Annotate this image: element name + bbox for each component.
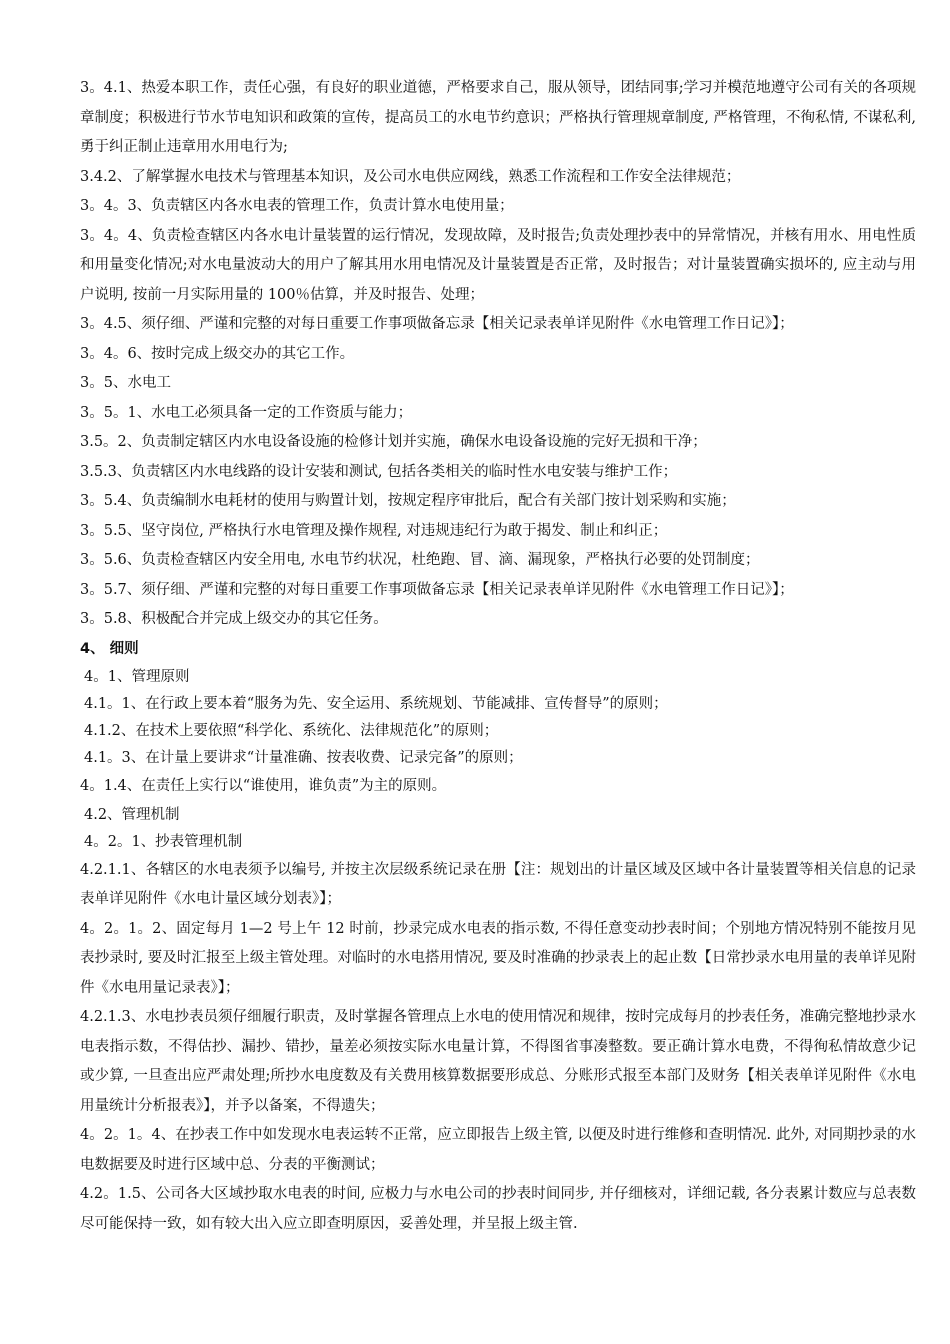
paragraph-4-2-1-5: 4.2。1.5、公司各大区域抄取水电表的时间, 应极力与水电公司的抄表时间同步, 并仔细核对，详细记载, 各分表累计数应与总表数尽可能保持一致，如有较大出入应立即查明原因，妥善处理，并呈报上级主管. bbox=[80, 1186, 916, 1232]
section-4-2-title: 4.2、管理机制 bbox=[84, 806, 180, 823]
section-4-1-title: 4。1、管理原则 bbox=[84, 669, 190, 685]
paragraph-3-5-3: 3.5.3、负责辖区内水电线路的设计安装和测试, 包括各类相关的临时性水电安装与维护工作； bbox=[80, 463, 678, 480]
paragraph-3-4-6: 3。4。6、按时完成上级交办的其它工作。 bbox=[80, 345, 355, 362]
section-3-5-title: 3。5、水电工 bbox=[80, 375, 171, 391]
paragraph-3-5-7: 3。5.7、须仔细、严谨和完整的对每日重要工作事项做备忘录【相关记录表单详见附件《水电管理工作日记》】； bbox=[80, 581, 794, 598]
paragraph-4-2-1-1: 4.2.1.1、各辖区的水电表须予以编号, 并按主次层级系统记录在册【注：规划出的计量区域及区域中各计量装置等相关信息的记录表单详见附件《水电计量区域分划表》】； bbox=[80, 861, 916, 907]
paragraph-4-2-1-4: 4。2。1。4、在抄表工作中如发现水电表运转不正常，应立即报告上级主管, 以便及时进行维修和查明情况. 此外, 对同期抄录的水电数据要及时进行区域中总、分表的平衡测试； bbox=[80, 1127, 916, 1173]
paragraph-3-5-8: 3。5.8、积极配合并完成上级交办的其它任务。 bbox=[80, 611, 388, 627]
paragraph-4-1-4: 4。1.4、在责任上实行以“谁使用，谁负责”为主的原则。 bbox=[80, 778, 447, 794]
paragraph-4-2-1-2: 4。2。1。2、固定每月 1—2 号上午 12 时前，抄录完成水电表的指示数, 不得任意变动抄表时间；个别地方情况特别不能按月见表抄录时, 要及时汇报至上级主管处理。对临时的水电搭用情况, 要及时准确的抄录表上的起止数【日常抄录水电用量的表单详见附件《水电用量记录表》】； bbox=[80, 920, 916, 996]
section-4-2-1-title: 4。2。1、抄表管理机制 bbox=[84, 833, 243, 850]
paragraph-3-5-1: 3。5。1、水电工必须具备一定的工作资质与能力； bbox=[80, 404, 413, 421]
paragraph-4-2-1-3: 4.2.1.3、水电抄表员须仔细履行职责，及时掌握各管理点上水电的使用情况和规律，按时完成每月的抄表任务，准确完整地抄录水电表指示数，不得估抄、漏抄、错抄，量差必须按实际水电量计算，不得图省事凑整数。要正确计算水电费，不得徇私情故意少记或少算, 一旦查出应严肃处理;所抄水电度数及有关费用核算数据要形成总、分账形式报至本部门及财务【相关表单详见附件《水电用量统计分析报表》】，并予以备案，不得遗失； bbox=[80, 1009, 916, 1114]
paragraph-3-4-2: 3.4.2、了解掌握水电技术与管理基本知识，及公司水电供应网线，熟悉工作流程和工作安全法律规范； bbox=[80, 168, 741, 185]
paragraph-3-4-3: 3。4。3、负责辖区内各水电表的管理工作，负责计算水电使用量； bbox=[80, 198, 514, 214]
paragraph-3-4-5: 3。4.5、须仔细、严谨和完整的对每日重要工作事项做备忘录【相关记录表单详见附件《水电管理工作日记》】； bbox=[80, 316, 794, 332]
paragraph-3-5-2: 3.5。2、负责制定辖区内水电设备设施的检修计划并实施，确保水电设备设施的完好无损和干净； bbox=[80, 434, 707, 450]
section-4-heading: 4、 细则 bbox=[80, 640, 139, 657]
paragraph-4-1-2: 4.1.2、在技术上要依照“科学化、系统化、法律规范化”的原则； bbox=[84, 723, 499, 739]
paragraph-3-4-4: 3。4。4、负责检查辖区内各水电计量装置的运行情况，发现故障，及时报告;负责处理抄表中的异常情况，并核有用水、用电性质和用量变化情况;对水电量波动大的用户了解其用水用电情况及计量装置是否正常，及时报告；对计量装置确实损坏的, 应主动与用户说明, 按前一月实际用量的 100％估算，并及时报告、处理； bbox=[80, 227, 916, 303]
paragraph-4-1-1: 4.1。1、在行政上要本着“服务为先、安全运用、系统规划、节能减排、宣传督导”的原则； bbox=[84, 696, 668, 712]
document-page bbox=[80, 74, 916, 1239]
paragraph-3-5-5: 3。5.5、坚守岗位, 严格执行水电管理及操作规程, 对违规违纪行为敢于揭发、制止和纠正； bbox=[80, 522, 668, 539]
paragraph-3-5-6: 3。5.6、负责检查辖区内安全用电, 水电节约状况，杜绝跑、冒、滴、漏现象，严格执行必要的处罚制度； bbox=[80, 552, 760, 568]
paragraph-3-4-1: 3。4.1、热爱本职工作，责任心强，有良好的职业道德，严格要求自己，服从领导，团结同事;学习并模范地遵守公司有关的各项规章制度；积极进行节水节电知识和政策的宣传，提高员工的水电节约意识；严格执行管理规章制度, 严格管理，不徇私情, 不谋私利, 勇于纠正制止违章用水用电行为; bbox=[80, 80, 916, 155]
paragraph-3-5-4: 3。5.4、负责编制水电耗材的使用与购置计划，按规定程序审批后，配合有关部门按计划采购和实施； bbox=[80, 493, 736, 509]
paragraph-4-1-3: 4.1。3、在计量上要讲求“计量准确、按表收费、记录完备”的原则； bbox=[84, 750, 523, 766]
